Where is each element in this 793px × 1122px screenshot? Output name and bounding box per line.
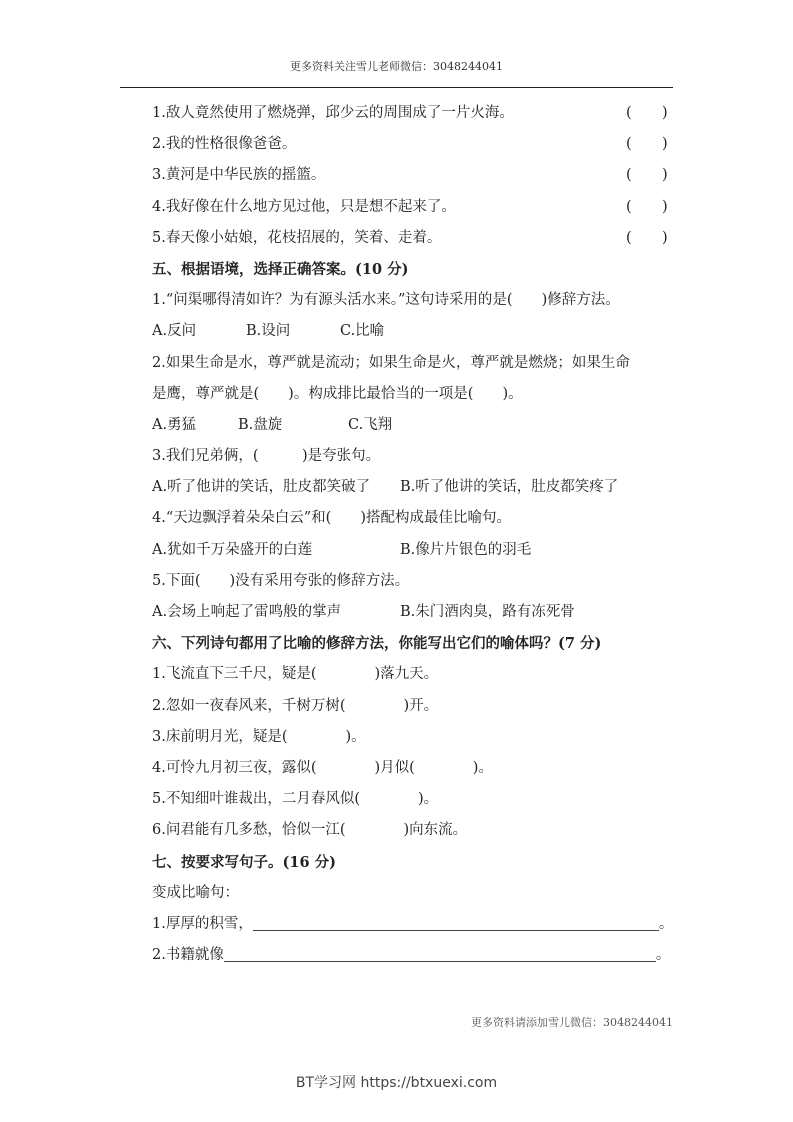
judge-text: 4.我好像在什么地方见过他，只是想不起来了。 [152,198,456,215]
option: A.会场上响起了雷鸣般的掌声 [152,604,342,620]
poem-item: 6.问君能有几多愁，恰似一江( )向东流。 [152,822,468,839]
question-cont: 是鹰，尊严就是( )。构成排比最恰当的一项是( )。 [152,385,523,402]
judge-text: 1.敌人竟然使用了燃烧弹，邱少云的周围成了一片火海。 [152,105,514,121]
paren-close: ) [662,105,668,121]
paren-close: ) [662,136,668,153]
judge-item [152,129,677,160]
question: 2.如果生命是水，尊严就是流动；如果生命是火，尊严就是燃烧；如果生命 [152,354,630,371]
judge-item [152,160,677,191]
poem-item: 2.忽如一夜春风来，千树万树( )开。 [152,697,439,714]
section7-sub: 变成比喻句： [152,884,239,901]
options [152,597,677,628]
poem-item: 1.飞流直下三千尺，疑是( )落九天。 [152,666,439,683]
write-prompt: 1.厚厚的积雪， [152,915,253,932]
option: B.听了他讲的笑话，肚皮都笑疼了 [400,479,619,496]
judge-item [152,223,677,254]
page-footer: 更多资料请添加雪儿微信：3048244041 [471,1016,673,1029]
write-item [152,940,677,971]
section7-title: 七、按要求写句子。(16 分) [152,853,336,871]
write-prompt: 2.书籍就像 [152,947,224,964]
options [152,535,677,566]
paren-open: ( [626,198,632,215]
answer-blank[interactable] [253,914,659,931]
question: 1.“问渠哪得清如许？为有源头活水来。”这句诗采用的是( )修辞方法。 [152,292,620,309]
options [152,410,677,441]
site-watermark: BT学习网 https://btxuexi.com [295,1075,498,1091]
write-item [152,909,677,940]
question: 5.下面( )没有采用夸张的修辞方法。 [152,572,410,589]
poem-item: 5.不知细叶谁裁出，二月春风似( )。 [152,791,439,808]
period: 。 [658,915,674,932]
judge-text: 5.春天像小姑娘，花枝招展的，笑着、走着。 [152,229,442,246]
paren-open: ( [626,136,632,153]
option: B.盘旋 [238,416,283,433]
period: 。 [655,947,671,964]
options [152,316,677,347]
option: A.听了他讲的笑话，肚皮都笑破了 [152,479,371,496]
option: A.犹如千万朵盛开的白莲 [152,541,313,558]
judge-item [152,98,677,129]
judge-item [152,192,677,223]
option: B.设问 [246,323,291,340]
option: A.勇猛 [152,416,197,433]
answer-blank[interactable] [224,945,656,962]
option: B.朱门酒肉臭，路有冻死骨 [400,604,575,620]
poem-item: 4.可怜九月初三夜，露似( )月似( )。 [152,759,493,776]
options [152,472,677,503]
paren-close: ) [662,198,668,215]
paren-close: ) [662,167,668,184]
option: C.飞翔 [348,416,393,433]
page-header: 更多资料关注雪儿老师微信：3048244041 [290,60,503,73]
paren-open: ( [626,167,632,184]
section6-title: 六、下列诗句都用了比喻的修辞方法，你能写出它们的喻体吗？(7 分) [152,635,602,653]
question: 4.“天边飘浮着朵朵白云”和( )搭配构成最佳比喻句。 [152,510,511,527]
worksheet-body [152,98,677,971]
option: A.反问 [152,323,197,340]
judge-text: 3.黄河是中华民族的摇篮。 [152,167,326,184]
section5-title: 五、根据语境，选择正确答案。(10 分) [152,260,409,278]
judge-text: 2.我的性格很像爸爸。 [152,136,297,153]
paren-open: ( [626,229,632,246]
paren-close: ) [662,229,668,246]
option: B.像片片银色的羽毛 [400,541,532,558]
poem-item: 3.床前明月光，疑是( )。 [152,728,366,745]
header-rule [120,87,673,88]
question: 3.我们兄弟俩，( )是夸张句。 [152,448,381,465]
option: C.比喻 [340,323,385,340]
paren-open: ( [626,105,632,121]
